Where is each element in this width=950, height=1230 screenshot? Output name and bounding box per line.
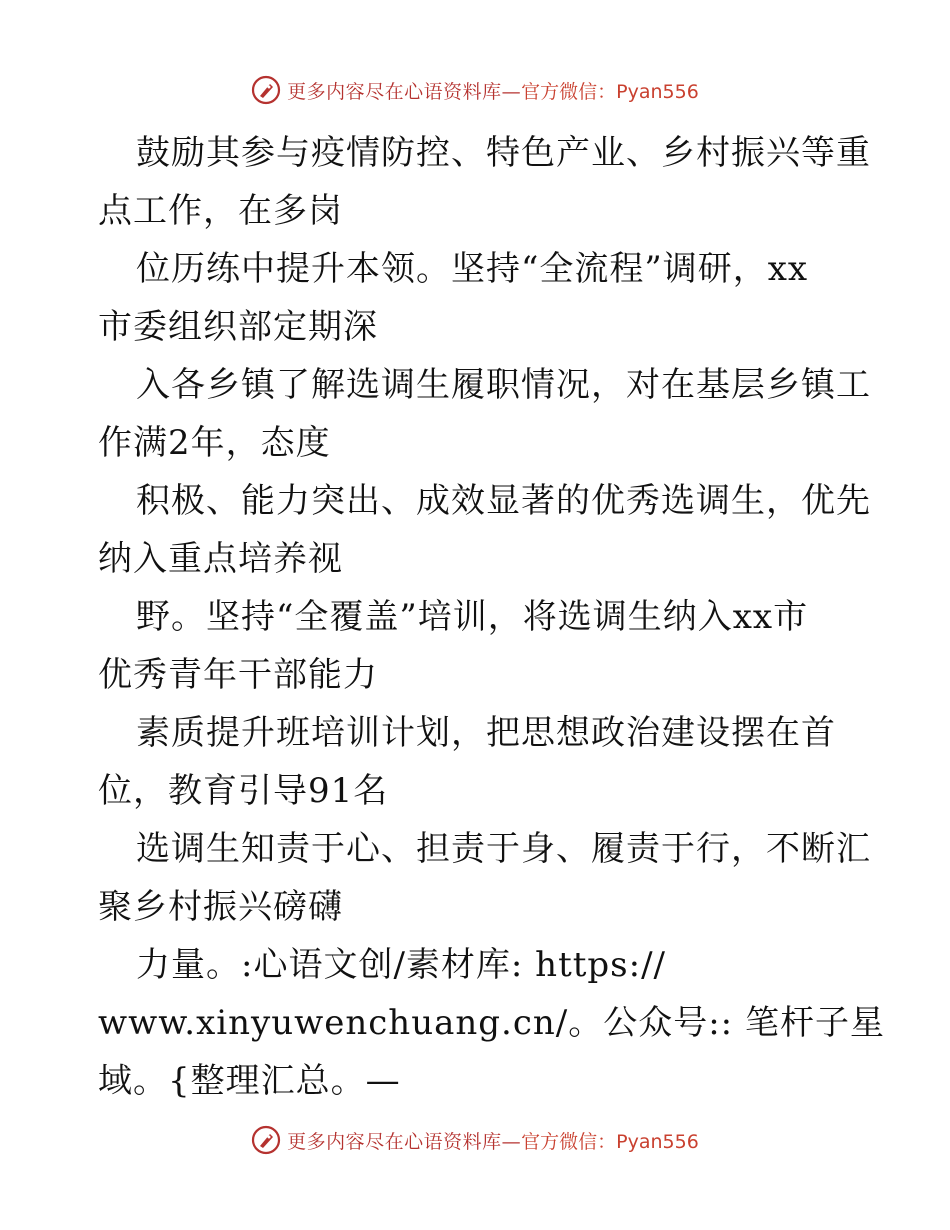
body-line: 优秀青年干部能力 (98, 655, 378, 695)
body-line: 力量。:心语文创/素材库: https:// (136, 945, 666, 985)
footer-banner-contact: 官方微信：Pyan556 (521, 1130, 699, 1153)
body-line: 入各乡镇了解选调生履职情况，对在基层乡镇工 (136, 365, 871, 405)
body-line: 素质提升班培训计划，把思想政治建设摆在首 (136, 713, 836, 753)
body-line: 聚乡村振兴磅礴 (98, 887, 343, 927)
body-line: 域。{整理汇总。— (98, 1061, 401, 1101)
body-line: 点工作，在多岗 (98, 191, 343, 231)
pen-nib-logo-icon (251, 75, 281, 105)
header-banner-contact: 官方微信：Pyan556 (521, 80, 699, 103)
pen-nib-logo-icon (251, 1125, 281, 1155)
footer-watermark-banner (0, 1120, 950, 1160)
body-line: 市委组织部定期深 (98, 307, 378, 347)
header-banner-text: 更多内容尽在心语资料库— (287, 80, 522, 103)
body-line: www.xinyuwenchuang.cn/。公众号:: 笔杆子星 (98, 1003, 885, 1043)
body-line: 选调生知责于心、担责于身、履责于行，不断汇 (136, 829, 871, 869)
header-watermark-banner (0, 70, 950, 110)
body-line: 作满2年，态度 (98, 423, 331, 463)
body-line: 纳入重点培养视 (98, 539, 343, 579)
footer-banner-text: 更多内容尽在心语资料库— (287, 1130, 522, 1153)
body-line: 野。坚持“全覆盖”培训，将选调生纳入xx市 (136, 597, 809, 637)
document-body (98, 124, 885, 1110)
body-line: 位历练中提升本领。坚持“全流程”调研，xx (136, 249, 809, 289)
body-line: 积极、能力突出、成效显著的优秀选调生，优先 (136, 481, 871, 521)
body-line: 鼓励其参与疫情防控、特色产业、乡村振兴等重 (136, 133, 871, 173)
body-line: 位，教育引导91名 (98, 771, 389, 811)
